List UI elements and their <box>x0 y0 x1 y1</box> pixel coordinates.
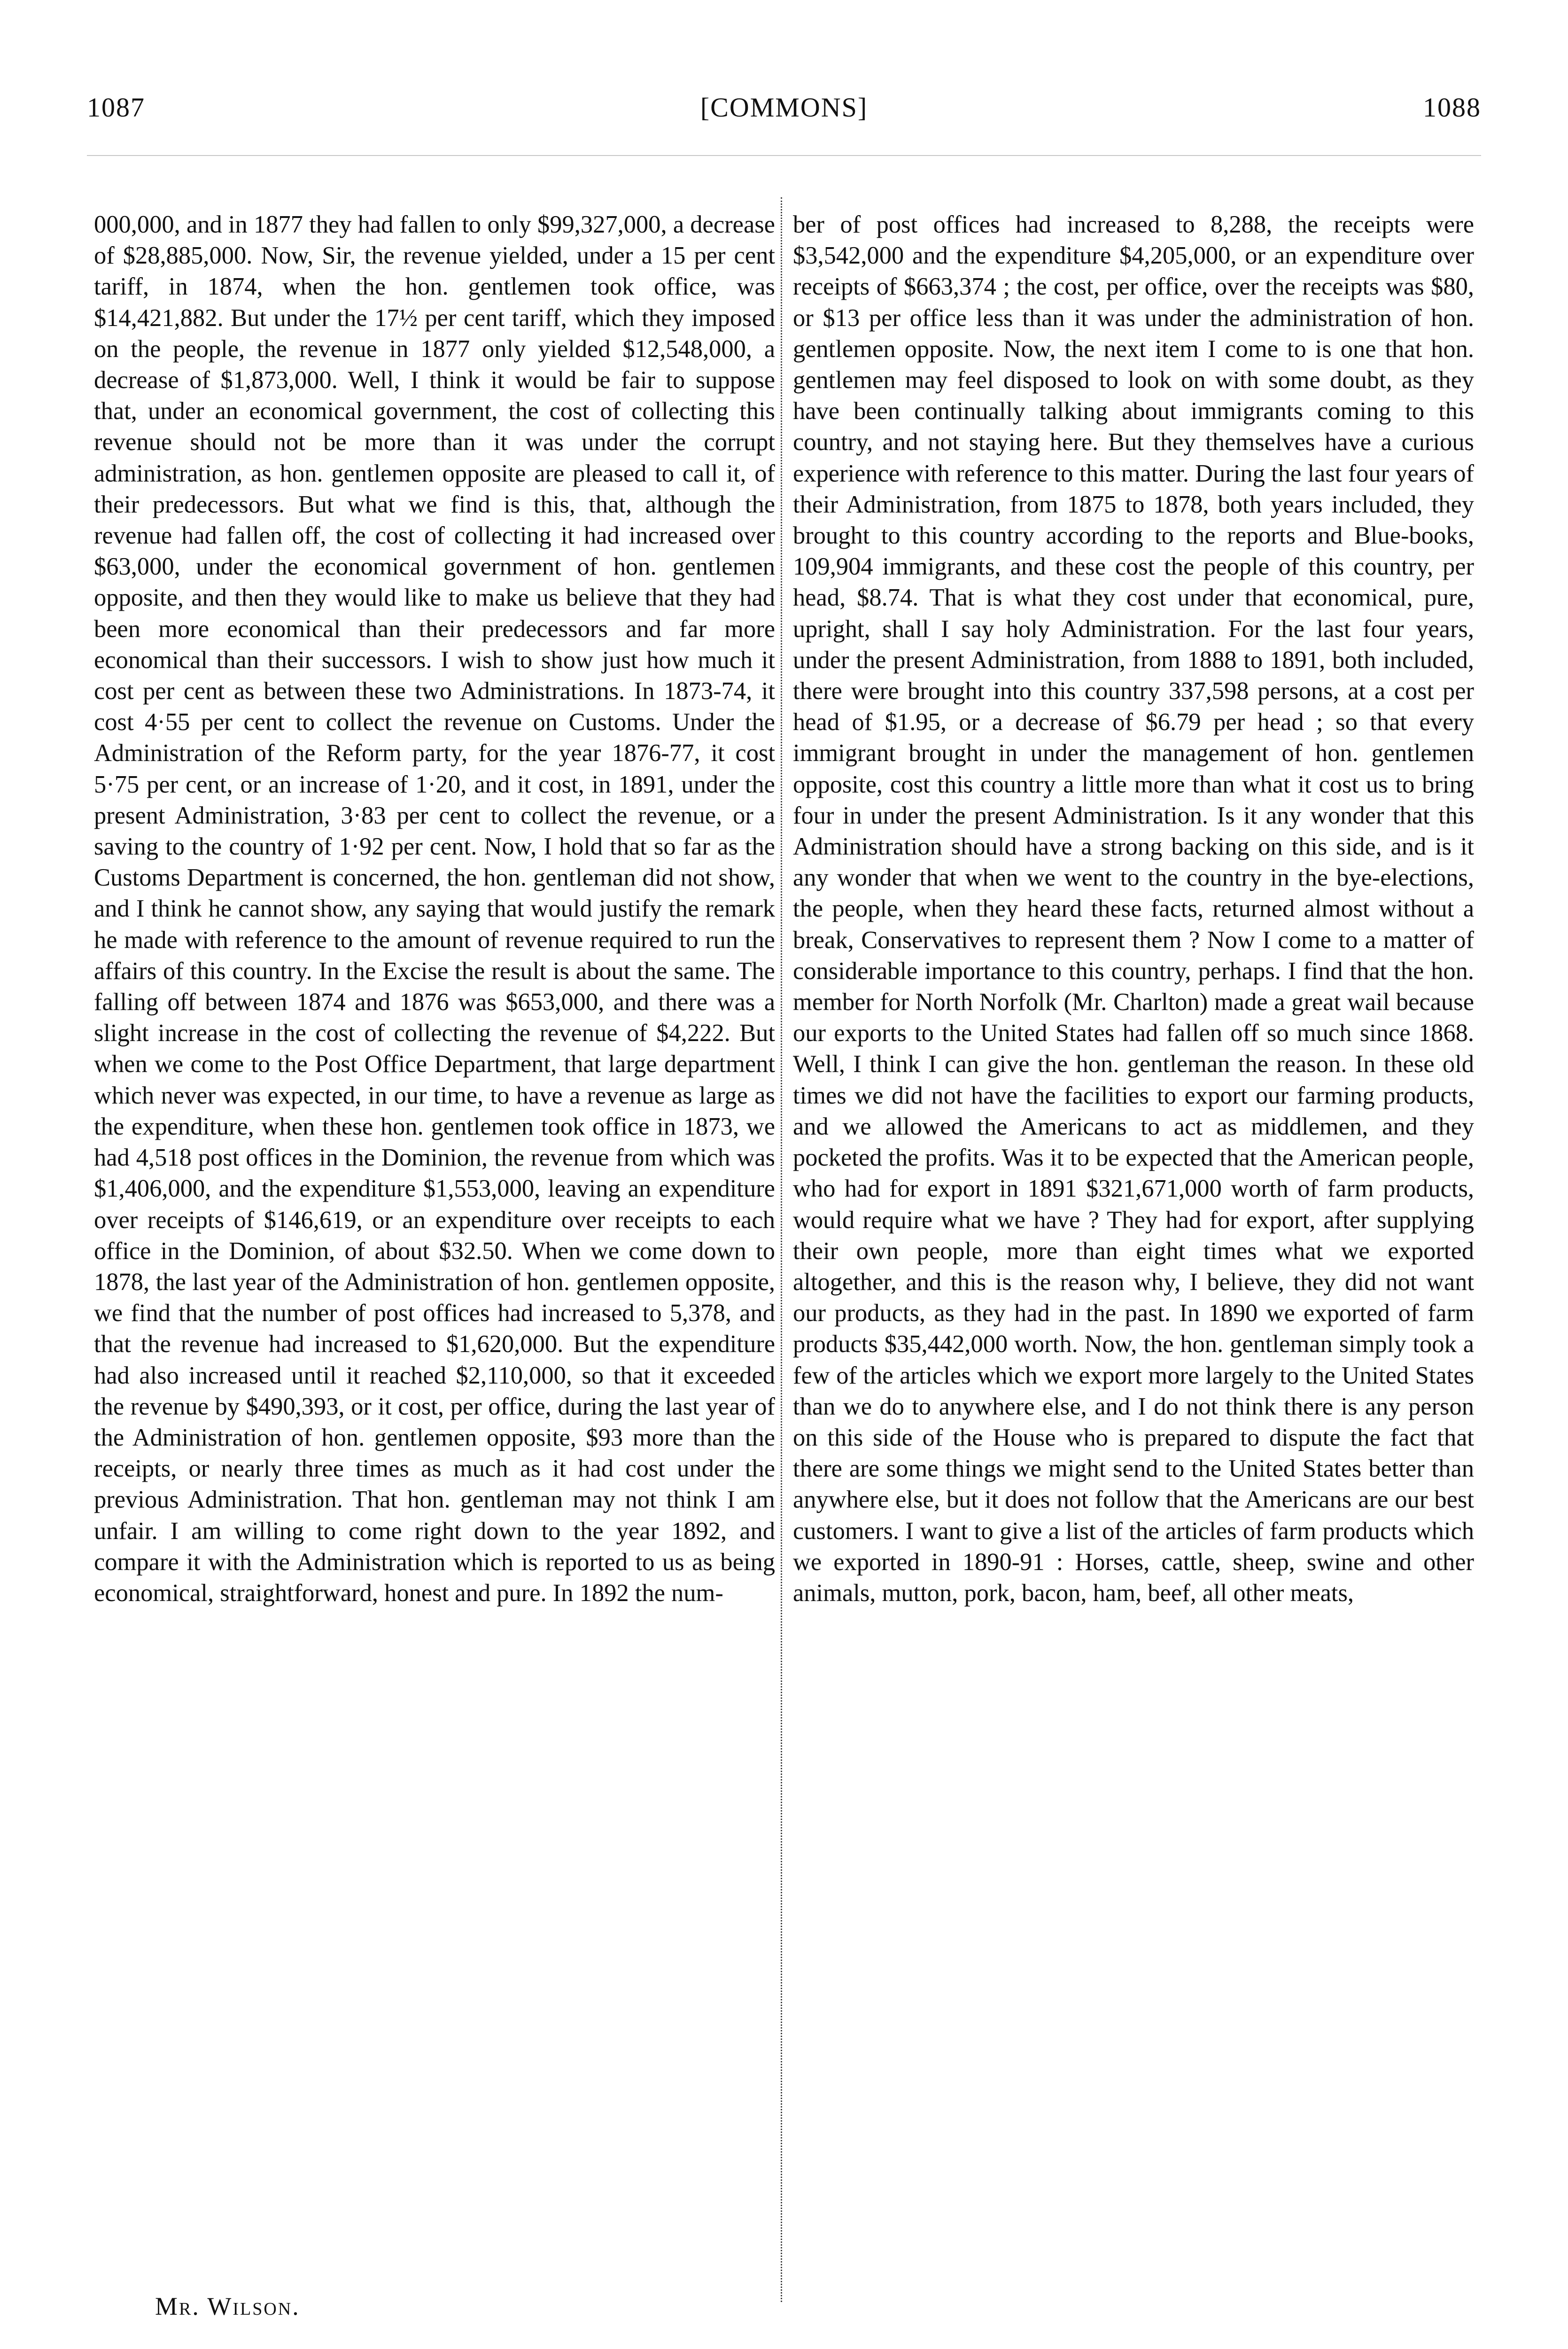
page-number-right: 1088 <box>1423 92 1481 123</box>
left-column-text: 000,000, and in 1877 they had fallen to only $99,327,000, a decrease of $28,885,000. Now, Sir, the revenue yielded, under a 15 per cent tariff, in 1874, when the hon. gentlemen took office, was $14,421,882. But under the 17½ per cent tariff, which they imposed on the people, the revenue in 1877 only yielded $12,548,000, a decrease of $1,873,000. Well, I think it would be fair to suppose that, under an economical government, the cost of collecting this revenue should not be more than it was under the corrupt administration, as hon. gentlemen opposite are pleased to call it, of their predecessors. But what we find is this, that, although the revenue had fallen off, the cost of collecting it had increased over $63,000, under the economical government of hon. gentlemen opposite, and then they would like to make us believe that they had been more economical than their predecessors and far more economical than their successors. I wish to show just how much it cost per cent as between these two Administrations. In 1873-74, it cost 4·55 per cent to collect the revenue on Customs. Under the Administration of the Reform party, for the year 1876-77, it cost 5·75 per cent, or an increase of 1·20, and it cost, in 1891, under the present Administration, 3·83 per cent to collect the revenue, or a saving to the country of 1·92 per cent. Now, I hold that so far as the Customs Department is concerned, the hon. gentleman did not show, and I think he cannot show, any saying that would justify the remark he made with reference to the amount of revenue required to run the affairs of this country. In the Excise the result is about the same. The falling off between 1874 and 1876 was $653,000, and there was a slight increase in the cost of collecting the revenue of $4,222. But when we come to the Post Office Department, that large department which never was expected, in our time, to have a revenue as large as the expenditure, when these hon. gentlemen took office in 1873, we had 4,518 post offices in the Dominion, the revenue from which was $1,406,000, and the expenditure $1,553,000, leaving an expenditure over receipts of $146,619, or an expenditure over receipts to each office in the Dominion, of about $32.50. When we come down to 1878, the last year of the Administration of hon. gentlemen opposite, we find that the number of post offices had increased to 5,378, and that the revenue had increased to $1,620,000. But the expenditure had also increased until it reached $2,110,000, so that it exceeded the revenue by $490,393, or it cost, per office, during the last year of the Administration of hon. gentlemen opposite, $93 more than the receipts, or nearly three times as much as it had cost under the previous Administration. That hon. gentleman may not think I am unfair. I am willing to come right down to the year 1892, and compare it with the Administration which is reported to us as being economical, straightforward, honest and pure. In 1892 the num- <box>94 211 775 1607</box>
page-header <box>87 92 1481 134</box>
header-rule <box>87 155 1481 156</box>
column-divider <box>781 197 782 2302</box>
right-column-text: ber of post offices had increased to 8,288, the receipts were $3,542,000 and the expenditure $4,205,000, or an expenditure over receipts of $663,374 ; the cost, per office, over the receipts was $80, or $13 per office less than it was under the administration of hon. gentlemen opposite. Now, the next item I come to is one that hon. gentlemen may feel disposed to look on with some doubt, as they have been continually talking about immigrants coming to this country, and not staying here. But they themselves have a curious experience with reference to this matter. During the last four years of their Administration, from 1875 to 1878, both years included, they brought to this country according to the reports and Blue-books, 109,904 immigrants, and these cost the people of this country, per head, $8.74. That is what they cost under that economical, pure, upright, shall I say holy Administration. For the last four years, under the present Administration, from 1888 to 1891, both included, there were brought into this country 337,598 persons, at a cost per head of $1.95, or a decrease of $6.79 per head ; so that every immigrant brought in under the management of hon. gentlemen opposite, cost this country a little more than what it cost us to bring four in under the present Administration. Is it any wonder that this Administration should have a strong backing on this side, and is it any wonder that when we went to the country in the bye-elections, the people, when they heard these facts, returned almost without a break, Conservatives to represent them ? Now I come to a matter of considerable importance to this country, perhaps. I find that the hon. member for North Norfolk (Mr. Charlton) made a great wail because our exports to the United States had fallen off so much since 1868. Well, I think I can give the hon. gentleman the reason. In these old times we did not have the facilities to export our farming products, and we allowed the Americans to act as middlemen, and they pocketed the profits. Was it to be expected that the American people, who had for export in 1891 $321,671,000 worth of farm products, would require what we have ? They had for export, after supplying their own people, more than eight times what we exported altogether, and this is the reason why, I believe, they did not want our products, as they had in the past. In 1890 we exported of farm products $35,442,000 worth. Now, the hon. gentleman simply took a few of the articles which we export more largely to the United States than we do to anywhere else, and I do not think there is any person on this side of the House who is prepared to dispute the fact that there are some things we might send to the United States better than anywhere else, but it does not follow that the Americans are our best customers. I want to give a list of the articles of farm products which we exported in 1890-91 : Horses, cattle, sheep, swine and other animals, mutton, pork, bacon, ham, beef, all other meats, <box>793 211 1474 1607</box>
speaker-footer: Mr. Wilson. <box>155 2292 300 2320</box>
header-title: [COMMONS] <box>700 92 868 123</box>
page-number-left: 1087 <box>87 92 145 123</box>
